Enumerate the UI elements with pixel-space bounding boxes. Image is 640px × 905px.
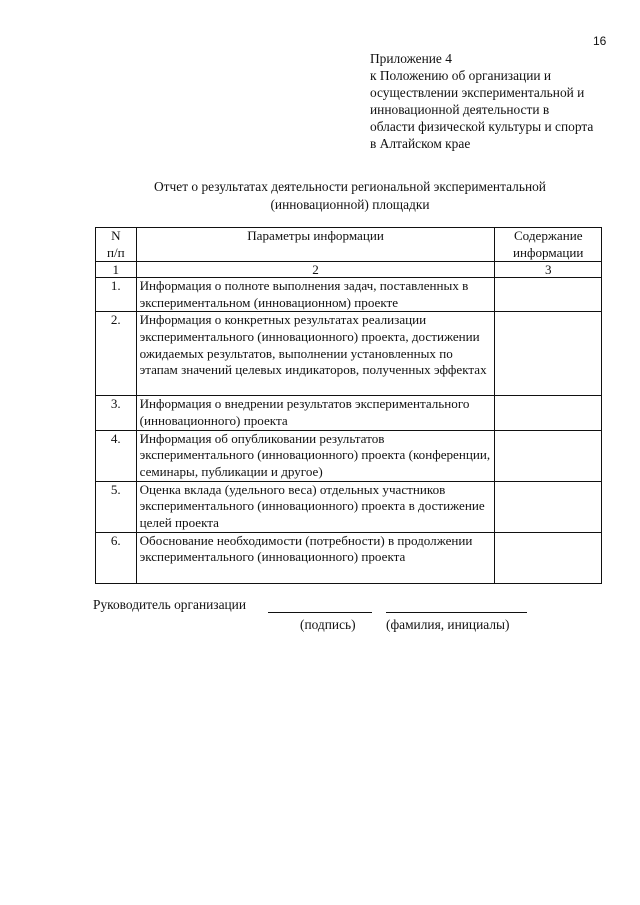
- row-param: Информация о конкретных результатах реализации экспериментального (инновационного) проекта, достижении ожидаемых результатов, выполнении установленных по этапам значений целевых индикаторов, полученных эффектах: [136, 312, 495, 396]
- appendix-line: инновационной деятельности в: [370, 102, 550, 117]
- header-num-line: N: [111, 228, 121, 243]
- row-content[interactable]: [495, 278, 602, 312]
- row-content[interactable]: [495, 430, 602, 481]
- appendix-line: в Алтайском крае: [370, 136, 471, 151]
- header-content: [495, 228, 602, 262]
- index-cell: 1: [96, 262, 137, 278]
- table-row: [96, 278, 602, 312]
- row-param: Информация об опубликовании результатов экспериментального (инновационного) проекта (конференции, семинары, публикации и другое): [136, 430, 495, 481]
- appendix-line: области физической культуры и спорта: [370, 119, 594, 134]
- report-title-line: Отчет о результатах деятельности региональной экспериментальной: [154, 179, 546, 194]
- row-content[interactable]: [495, 481, 602, 532]
- appendix-line: Приложение 4: [370, 51, 452, 66]
- report-title: [95, 178, 605, 214]
- row-num: 2.: [96, 312, 137, 396]
- appendix-header: [370, 50, 630, 152]
- row-num: 1.: [96, 278, 137, 312]
- page-number: 16: [593, 34, 607, 48]
- header-content-line: информации: [513, 244, 584, 260]
- table-row: [96, 481, 602, 532]
- signature-label: Руководитель организации: [93, 597, 247, 612]
- appendix-line: осуществлении экспериментальной и: [370, 85, 585, 100]
- appendix-line: к Положению об организации и: [370, 68, 552, 83]
- row-param: Обоснование необходимости (потребности) в продолжении экспериментального (инновационного) проекта: [136, 532, 495, 583]
- index-cell: 3: [495, 262, 602, 278]
- row-num: 5.: [96, 481, 137, 532]
- row-param: Оценка вклада (удельного веса) отдельных участников экспериментального (инновационного) проекта в достижение целей проекта: [136, 481, 495, 532]
- name-caption: (фамилия, инициалы): [386, 617, 510, 632]
- row-content[interactable]: [495, 396, 602, 430]
- header-param: Параметры информации: [136, 228, 495, 262]
- header-content-line: Содержание: [513, 228, 583, 243]
- row-content[interactable]: [495, 532, 602, 583]
- row-param: Информация о внедрении результатов экспериментального (инновационного) проекта: [136, 396, 495, 430]
- row-content[interactable]: [495, 312, 602, 396]
- row-num: 6.: [96, 532, 137, 583]
- header-num: [96, 228, 137, 262]
- table-row: [96, 312, 602, 396]
- row-param: Информация о полноте выполнения задач, поставленных в экспериментальном (инновационном) проекте: [136, 278, 495, 312]
- table-row: [96, 396, 602, 430]
- table-header-row: [96, 228, 602, 262]
- row-num: 4.: [96, 430, 137, 481]
- name-line[interactable]: [386, 612, 527, 613]
- signature-caption: (подпись): [300, 617, 356, 632]
- table-row: [96, 532, 602, 583]
- row-num: 3.: [96, 396, 137, 430]
- index-cell: 2: [136, 262, 495, 278]
- signature-line[interactable]: [268, 612, 372, 613]
- table-row: [96, 430, 602, 481]
- table-index-row: [96, 262, 602, 278]
- report-title-line: (инновационной) площадки: [270, 197, 430, 212]
- header-num-line: п/п: [106, 244, 125, 260]
- report-table: [95, 227, 602, 584]
